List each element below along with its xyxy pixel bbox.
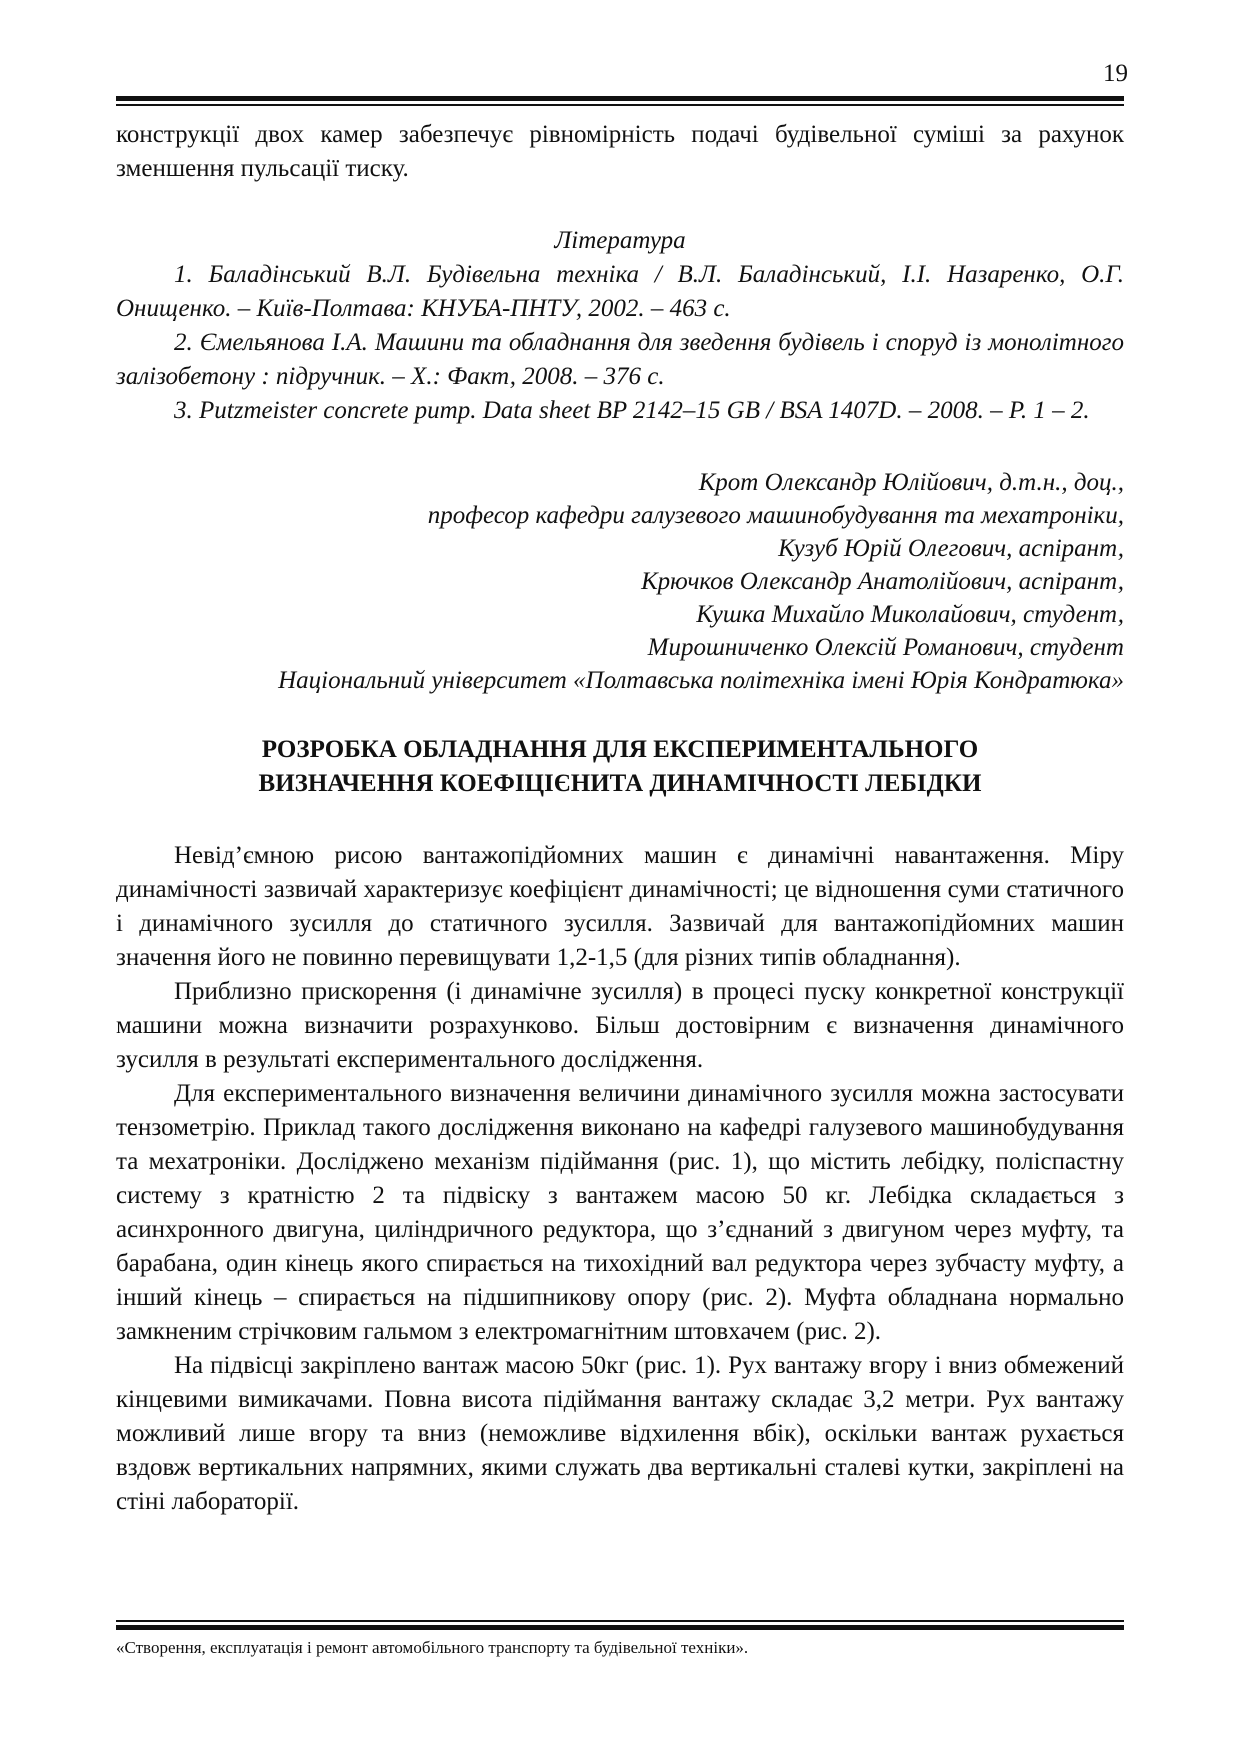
author-line: Крот Олександр Юлійович, д.т.н., доц., <box>698 469 1124 496</box>
author-block <box>116 466 1124 697</box>
page-content <box>116 118 1124 1519</box>
header-rule <box>116 96 1124 106</box>
body-paragraph: Невід’ємною рисою вантажопідйомних машин є динамічні навантаження. Міру динамічності зазвичай характеризує коефіцієнт динамічності; це відношення суми статичного і динамічного зусилля до статичного зусилля. Зазвичай для вантажопідйомних машин значення його не повинно перевищувати 1,2-1,5 (для різних типів обладнання). <box>116 842 1124 971</box>
body-paragraph: Приблизно прискорення (і динамічне зусилля) в процесі пуску конкретної конструкції машини можна визначити розрахунково. Більш достовірним є визначення динамічного зусилля в результаті експериментального дослідження. <box>116 978 1124 1073</box>
article-title <box>116 733 1124 801</box>
literature-item: 1. Баладінський В.Л. Будівельна техніка / В.Л. Баладінський, І.І. Назаренко, О.Г. Онищенко. – Київ-Полтава: КНУБА-ПНТУ, 2002. – 463 с. <box>116 261 1124 322</box>
author-affiliation: Національний університет «Полтавська політехніка імені Юрія Кондратюка» <box>278 667 1124 694</box>
article-body <box>116 839 1124 1519</box>
footer-rule <box>116 1620 1124 1630</box>
author-line: Кузуб Юрій Олегович, аспірант, <box>778 535 1124 562</box>
author-line: Кушка Михайло Миколайович, студент, <box>696 601 1124 628</box>
author-line: Крючков Олександр Анатолійович, аспірант, <box>641 568 1124 595</box>
article-title-line: РОЗРОБКА ОБЛАДНАННЯ ДЛЯ ЕКСПЕРИМЕНТАЛЬНОГО <box>261 736 979 763</box>
literature-title: Література <box>554 227 686 254</box>
body-paragraph: Для експериментального визначення величини динамічного зусилля можна застосувати тензометрію. Приклад такого дослідження виконано на кафедрі галузевого машинобудування та мехатроніки. Досліджено механізм підіймання (рис. 1), що містить лебідку, поліспастну систему з кратністю 2 та підвіску з вантажем масою 50 кг. Лебідка складається з асинхронного двигуна, циліндричного редуктора, що з’єднаний з двигуном через муфту, та барабана, один кінець якого спирається на тихохідний вал редуктора через зубчасту муфту, а інший кінець – спирається на підшипникову опору (рис. 2). Муфта обладнана нормально замкненим стрічковим гальмом з електромагнітним штовхачем (рис. 2). <box>116 1080 1124 1345</box>
page-number: 19 <box>1103 60 1128 87</box>
body-paragraph: На підвісці закріплено вантаж масою 50кг (рис. 1). Рух вантажу вгору і вниз обмежений кінцевими вимикачами. Повна висота підіймання вантажу складає 3,2 метри. Рух вантажу можливий лише вгору та вниз (неможливе відхилення вбік), оскільки вантаж рухається вздовж вертикальних напрямних, якими служать два вертикальні сталеві кутки, закріплені на стіні лабораторії. <box>116 1352 1124 1515</box>
author-line: Мирошниченко Олексій Романович, студент <box>647 634 1124 661</box>
literature-item: 3. Putzmeister concrete pump. Data sheet BP 2142–15 GB / BSA 1407D. – 2008. – P. 1 – 2. <box>174 397 1090 424</box>
intro-paragraph: конструкції двох камер забезпечує рівномірність подачі будівельної суміші за рахунок зменшення пульсації тиску. <box>116 121 1124 182</box>
footer-text: «Створення, експлуатація і ремонт автомобільного транспорту та будівельної техніки». <box>116 1638 749 1657</box>
author-line: професор кафедри галузевого машинобудування та мехатроніки, <box>427 502 1124 529</box>
article-title-line: ВИЗНАЧЕННЯ КОЕФІЦІЄНИТА ДИНАМІЧНОСТІ ЛЕБІДКИ <box>258 770 982 797</box>
literature-item: 2. Ємельянова І.А. Машини та обладнання для зведення будівель і споруд із монолітного залізобетону : підручник. – Х.: Факт, 2008. – 376 с. <box>116 329 1124 390</box>
